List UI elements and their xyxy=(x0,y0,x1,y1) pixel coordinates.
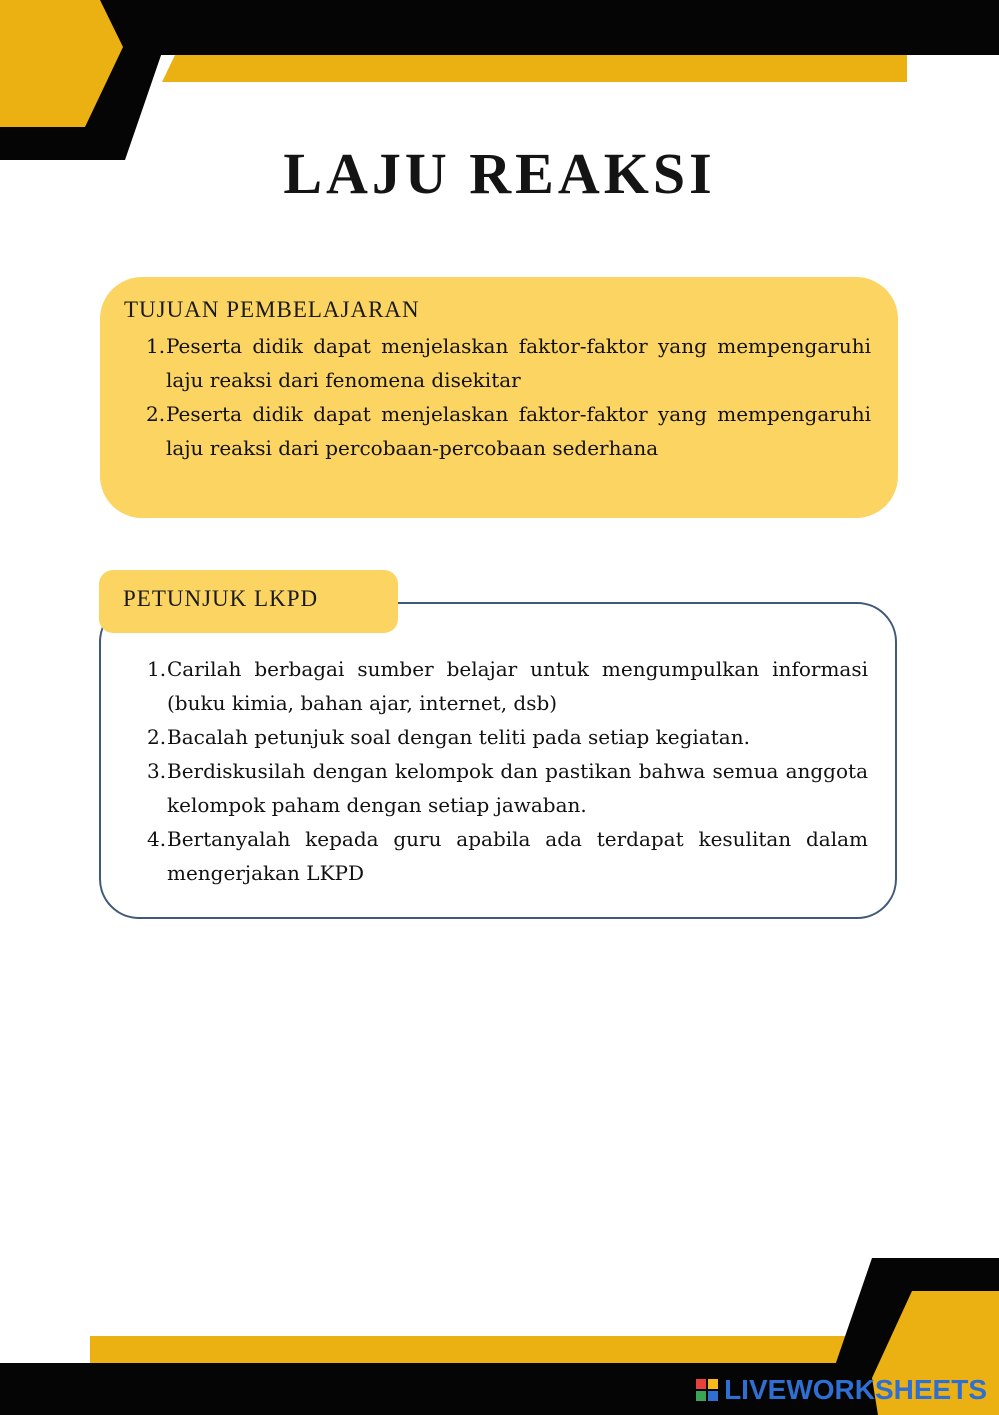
learning-objectives-box xyxy=(100,277,898,518)
list-item-text: Peserta didik dapat menjelaskan faktor-faktor yang mempengaruhi laju reaksi dari fenomena disekitar xyxy=(166,334,871,392)
list-item-text: Berdiskusilah dengan kelompok dan pastikan bahwa semua anggota kelompok paham dengan setiap jawaban. xyxy=(167,759,868,817)
list-item xyxy=(125,822,868,890)
list-item-number: 2. xyxy=(147,725,167,749)
liveworksheets-logo-icon xyxy=(696,1379,718,1401)
watermark-text: LIVEWORKSHEETS xyxy=(724,1374,987,1405)
list-item-text: Carilah berbagai sumber belajar untuk mengumpulkan informasi (buku kimia, bahan ajar, internet, dsb) xyxy=(167,657,868,715)
list-item-number: 3. xyxy=(147,759,167,783)
instructions-heading-tab xyxy=(99,570,398,633)
list-item-number: 1. xyxy=(146,334,166,358)
page-title: LAJU REAKSI xyxy=(283,141,716,206)
list-item xyxy=(125,720,868,754)
learning-objectives-heading: TUJUAN PEMBELAJARAN xyxy=(124,297,420,322)
learning-objectives-list xyxy=(124,329,871,465)
instructions-list xyxy=(125,652,868,890)
list-item xyxy=(125,652,868,720)
list-item-text: Bertanyalah kepada guru apabila ada terdapat kesulitan dalam mengerjakan LKPD xyxy=(167,827,868,885)
instructions-heading: PETUNJUK LKPD xyxy=(123,586,319,611)
instructions-box xyxy=(99,602,897,919)
top-gold-stripe xyxy=(162,55,907,82)
list-item xyxy=(124,397,871,465)
list-item-text: Bacalah petunjuk soal dengan teliti pada setiap kegiatan. xyxy=(167,725,750,749)
list-item xyxy=(124,329,871,397)
list-item-number: 4. xyxy=(147,827,167,851)
liveworksheets-watermark[interactable] xyxy=(696,1375,987,1405)
list-item-number: 1. xyxy=(147,657,167,681)
list-item xyxy=(125,754,868,822)
list-item-number: 2. xyxy=(146,402,166,426)
list-item-text: Peserta didik dapat menjelaskan faktor-faktor yang mempengaruhi laju reaksi dari percobaan-percobaan sederhana xyxy=(166,402,871,460)
